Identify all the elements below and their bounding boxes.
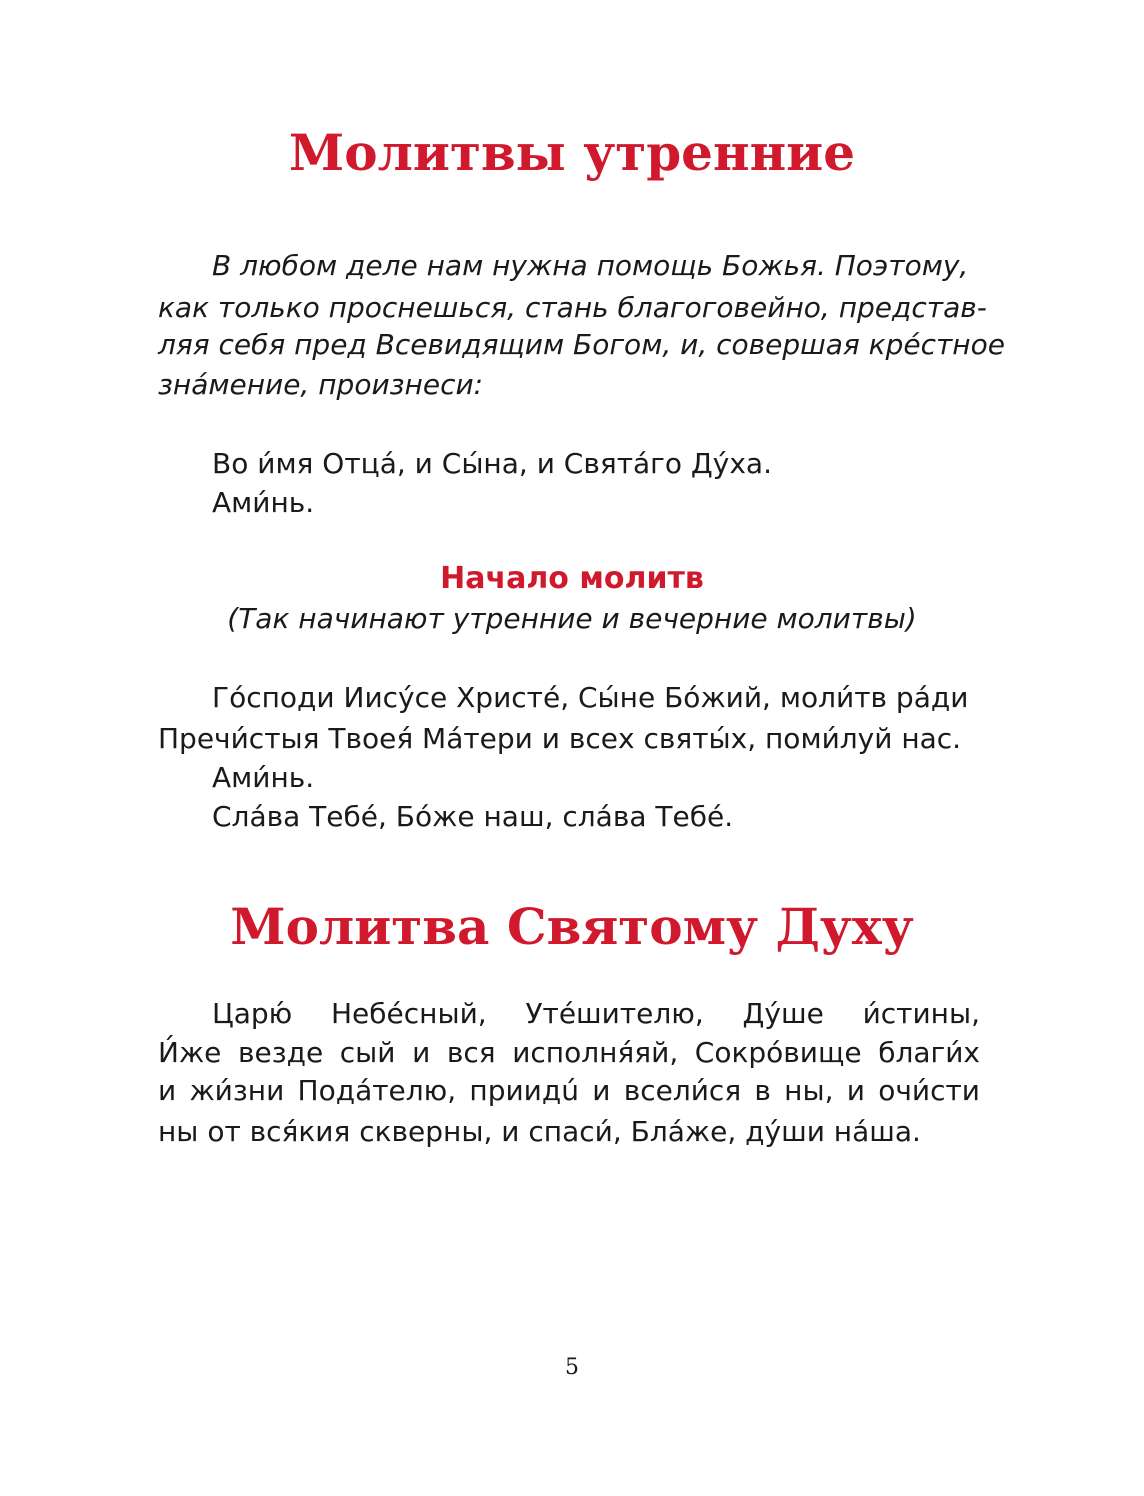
page-number: 5 bbox=[565, 1355, 579, 1380]
invocation-line: Во и́мя Отцá, и Сы́на, и Святáго Дýха. bbox=[212, 447, 772, 480]
beginning-note: (Так начинают утренние и вечерние молитвы) bbox=[227, 602, 917, 635]
subtitle-beginning-of-prayers: Начало молитв bbox=[440, 561, 704, 596]
intro-line: знáмение, произнеси: bbox=[158, 368, 484, 401]
holy-spirit-prayer-line: ны от вся́кия скверны, и спаси́, Блáже, дýши нáша. bbox=[158, 1115, 921, 1148]
section-title-morning-prayers: Молитвы утренние bbox=[288, 123, 856, 182]
beginning-prayer-amen: Ами́нь. bbox=[212, 761, 315, 794]
holy-spirit-prayer-line: И́же везде сый и вся исполня́яй, Сокрóвище благи́х bbox=[158, 1036, 980, 1069]
beginning-prayer-line: Гóсподи Иисýсе Христé, Сы́не Бóжий, моли́тв рáди bbox=[212, 681, 969, 714]
section-title-prayer-to-holy-spirit: Молитва Святому Духу bbox=[230, 897, 914, 956]
invocation-amen: Ами́нь. bbox=[212, 486, 315, 519]
beginning-prayer-glory: Слáва Тебé, Бóже наш, слáва Тебé. bbox=[212, 800, 734, 833]
intro-line: ляя себя пред Всевидящим Богом, и, совершая крéстное bbox=[158, 328, 1005, 361]
holy-spirit-prayer-line: Царю́ Небéсный, Утéшителю, Дýше и́стины, bbox=[212, 997, 980, 1030]
intro-line: В любом деле нам нужна помощь Божья. Поэтому, bbox=[212, 249, 969, 282]
beginning-prayer-line: Пречи́стыя Твоея́ Мáтери и всех святы́х, поми́луй нас. bbox=[158, 722, 962, 755]
holy-spirit-prayer-line: и жи́зни Подáтелю, приидú и всели́ся в ны, и очи́сти bbox=[158, 1074, 980, 1107]
intro-line: как только проснешься, стань благоговейно, представ- bbox=[158, 291, 987, 324]
